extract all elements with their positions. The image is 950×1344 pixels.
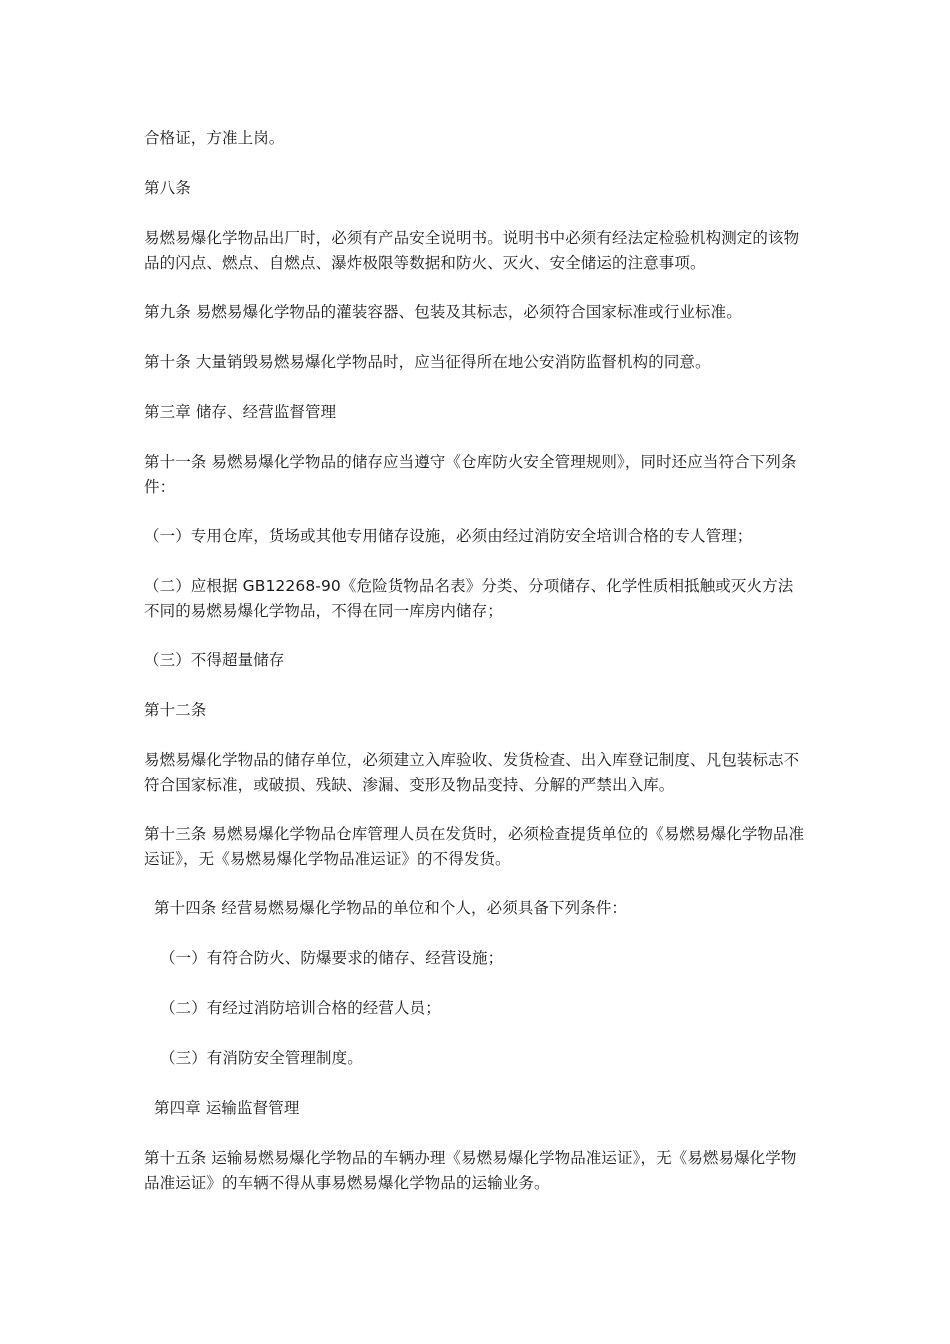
article-11-item-2: （二）应根据 GB12268-90《危险货物品名表》分类、分项储存、化学性质相抵触或灭火方法不同的易燃易爆化学物品，不得在同一库房内储存； — [144, 577, 794, 620]
article-14-item-2: （二）有经过消防培训合格的经营人员； — [160, 999, 441, 1017]
article-13: 第十三条 易燃易爆化学物品仓库管理人员在发货时，必须检查提货单位的《易燃易爆化学物品准运证》，无《易燃易爆化学物品准运证》的不得发货。 — [144, 825, 805, 868]
article-11-item-3: （三）不得超量储存 — [144, 651, 285, 669]
article-9: 第九条 易燃易爆化学物品的灌装容器、包装及其标志，必须符合国家标准或行业标准。 — [144, 303, 742, 321]
chapter-4-heading: 第四章 运输监督管理 — [154, 1099, 300, 1117]
article-10: 第十条 大量销毁易燃易爆化学物品时，应当征得所在地公安消防监督机构的同意。 — [144, 353, 711, 371]
article-11-item-1: （一）专用仓库，货场或其他专用储存设施，必须由经过消防安全培训合格的专人管理； — [144, 527, 753, 545]
article-14-item-3: （三）有消防安全管理制度。 — [160, 1049, 363, 1067]
article-12-heading: 第十二条 — [144, 701, 207, 719]
article-8-heading: 第八条 — [144, 179, 191, 197]
article-12-body: 易燃易爆化学物品的储存单位，必须建立入库验收、发货检查、出入库登记制度、凡包装标志不符合国家标准，或破损、残缺、渗漏、变形及物品变持、分解的严禁出入库。 — [144, 751, 800, 794]
article-14: 第十四条 经营易燃易爆化学物品的单位和个人，必须具备下列条件： — [154, 899, 628, 917]
article-15: 第十五条 运输易燃易爆化学物品的车辆办理《易燃易爆化学物品准运证》，无《易燃易爆化学物品准运证》的车辆不得从事易燃易爆化学物品的运输业务。 — [144, 1149, 797, 1192]
article-11: 第十一条 易燃易爆化学物品的储存应当遵守《仓库防火安全管理规则》，同时还应当符合下列条件： — [144, 453, 797, 496]
article-8-body: 易燃易爆化学物品出厂时，必须有产品安全说明书。说明书中必须有经法定检验机构测定的该物品的闪点、燃点、自燃点、瀑炸极限等数据和防火、灭火、安全储运的注意事项。 — [144, 229, 800, 272]
paragraph-certificate-line: 合格证，方准上岗。 — [144, 129, 285, 147]
chapter-3-heading: 第三章 储存、经营监督管理 — [144, 403, 337, 421]
article-14-item-1: （一）有符合防火、防爆要求的储存、经营设施； — [160, 949, 504, 967]
